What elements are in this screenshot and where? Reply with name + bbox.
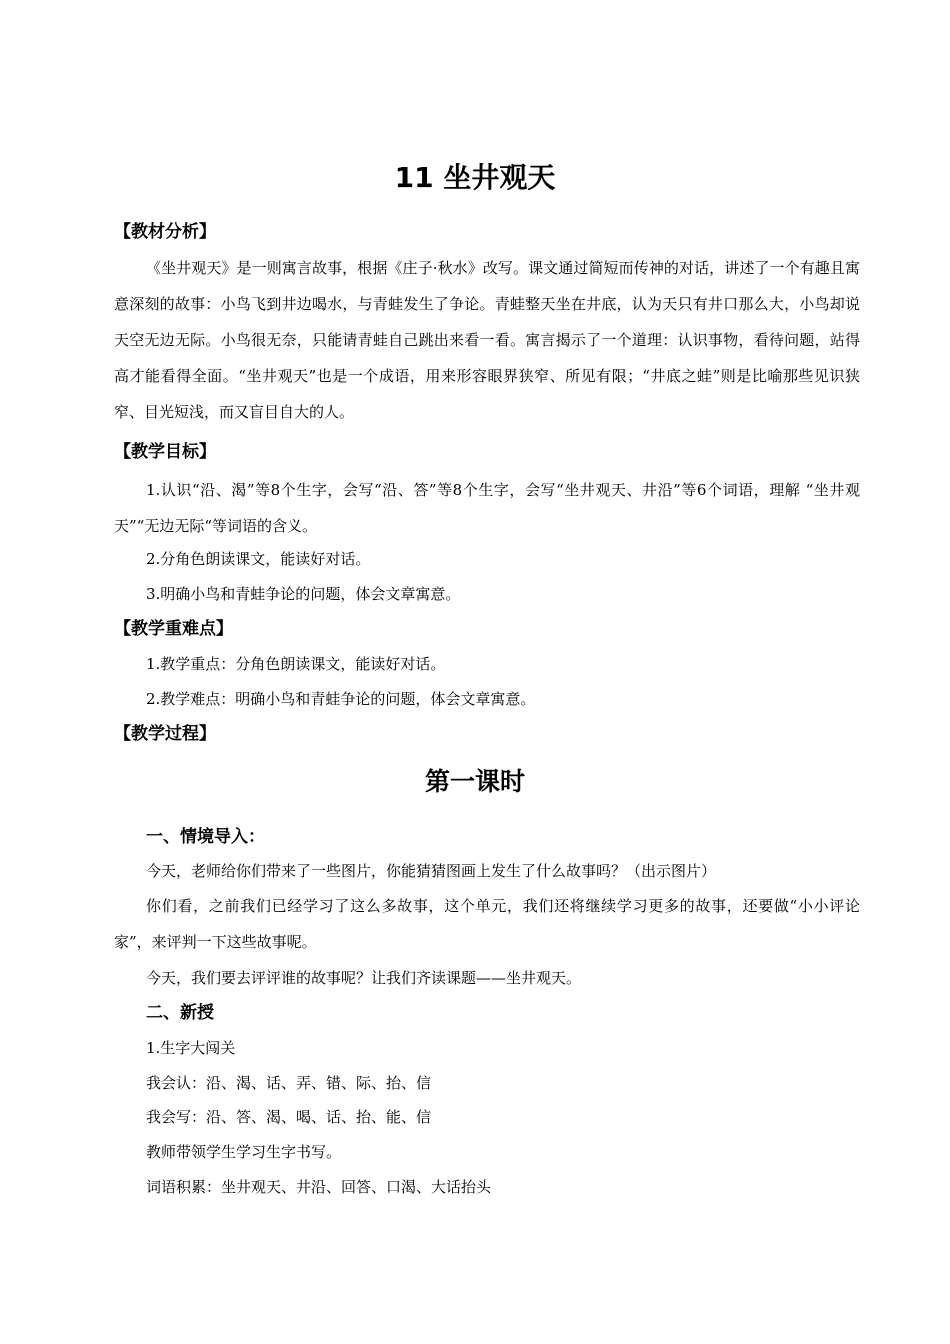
part2-line-4: 教师带领学生学习生字书写。 (146, 1143, 342, 1161)
process-heading: 【教学过程】 (114, 724, 216, 744)
document-title: 11 坐井观天 (394, 161, 556, 194)
part2-line-5: 词语积累：坐井观天、井沿、回答、口渴、大话抬头 (146, 1178, 492, 1196)
goal-item-1: 1.认识“沿、渴”等8个生字，会写“沿、答”等8个生字，会写“坐井观天、井沿”等6个词语，理解 “坐井观天”“无边无际“等词语的含义。 (114, 481, 860, 535)
goal-item-2: 2.分角色朗读课文，能读好对话。 (146, 550, 371, 568)
part1-heading: 一、情境导入： (146, 827, 265, 847)
goals-heading: 【教学目标】 (114, 442, 216, 462)
part1-paragraph-3: 今天，我们要去评评谁的故事呢？让我们齐读课题——坐井观天。 (146, 969, 582, 987)
part2-line-1: 1.生字大闯关 (146, 1039, 236, 1057)
key-points-heading: 【教学重难点】 (114, 619, 233, 639)
part1-paragraph-1: 今天，老师给你们带来了一些图片，你能猜猜图画上发生了什么故事吗？（出示图片） (146, 862, 717, 880)
analysis-paragraph: 《坐井观天》是一则寓言故事，根据《庄子·秋水》改写。课文通过简短而传神的对话，讲述了一个有趣且寓意深刻的故事：小鸟飞到井边喝水，与青蛙发生了争论。青蛙整天坐在井底，认为天只有井口那么大，小鸟却说天空无边无际。小鸟很无奈，只能请青蛙自己跳出来看一看。寓言揭示了一个道理：认识事物，看待问题，站得高才能看得全面。“坐井观天”也是一个成语，用来形容眼界狭窄、所见有限；“井底之蛙”则是比喻那些见识狭窄、目光短浅，而又盲目自大的人。 (114, 259, 860, 421)
goal-item-3: 3.明确小鸟和青蛙争论的问题，体会文章寓意。 (146, 585, 461, 603)
part1-paragraph-2: 你们看，之前我们已经学习了这么多故事，这个单元，我们还将继续学习更多的故事，还要做“小小评论家”，来评判一下这些故事呢。 (114, 897, 860, 951)
analysis-heading: 【教材分析】 (114, 222, 216, 242)
part2-line-3: 我会写：沿、答、渴、喝、话、抬、能、信 (146, 1108, 432, 1126)
part2-line-2: 我会认：沿、渴、话、弄、错、际、抬、信 (146, 1074, 432, 1092)
key-point-2: 2.教学难点：明确小鸟和青蛙争论的问题，体会文章寓意。 (146, 690, 536, 708)
lesson-title: 第一课时 (424, 767, 525, 796)
part2-heading: 二、新授 (146, 1003, 214, 1023)
key-point-1: 1.教学重点：分角色朗读课文，能读好对话。 (146, 655, 446, 673)
